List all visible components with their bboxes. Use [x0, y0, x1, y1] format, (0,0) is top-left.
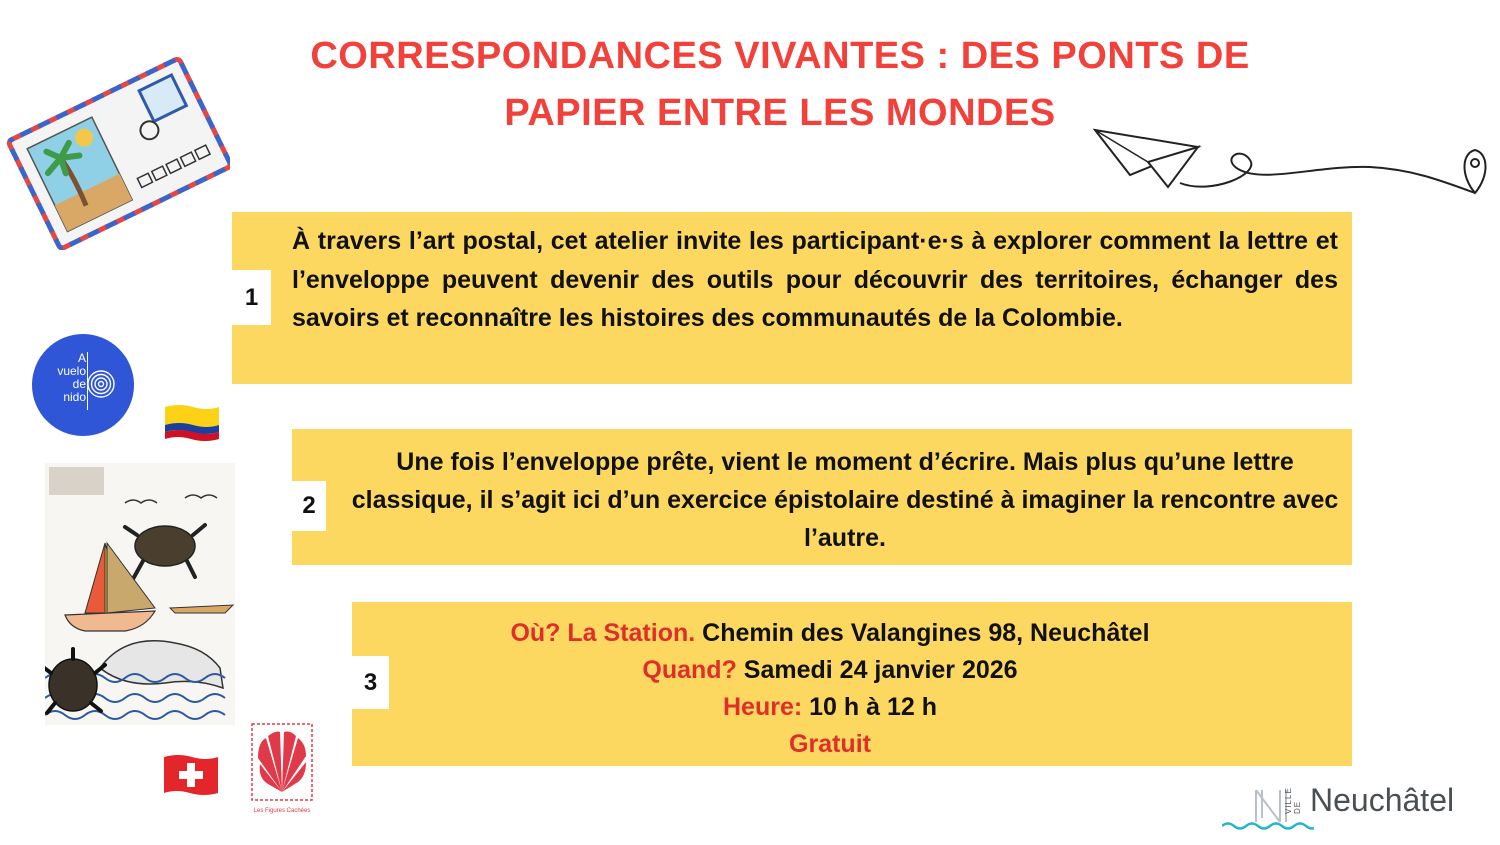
- figures-cachees-caption: Les Figures Cachées: [253, 808, 311, 814]
- price-label: Gratuit: [789, 730, 871, 758]
- when-line: [380, 652, 1280, 689]
- shell-icon: [250, 722, 314, 802]
- ville-de-label: VILLE DE: [1284, 787, 1302, 814]
- time-line: [380, 689, 1280, 726]
- neuchatel-label: Neuchâtel: [1310, 782, 1455, 818]
- postcard-illustration: [5, 55, 230, 250]
- swiss-flag-icon: [162, 753, 220, 797]
- section-3-number: 3: [352, 656, 389, 709]
- sea-drawing-image: [45, 463, 235, 725]
- logo-text-vuelo: vuelo: [57, 364, 86, 378]
- section-2-text: Une fois l’enveloppe prête, vient le moment d’écrire. Mais plus qu’une lettre classique, il s’agit ici d’un exercice épistolaire destiné à imaginer la rencontre avec l’autre.: [351, 448, 1339, 552]
- title-line-2: PAPIER ENTRE LES MONDES: [504, 92, 1056, 134]
- time-label: Heure:: [723, 693, 803, 721]
- when-value: Samedi 24 janvier 2026: [736, 656, 1018, 684]
- time-value: 10 h à 12 h: [802, 693, 937, 721]
- colombia-flag-icon: [163, 403, 221, 443]
- where-line: [380, 615, 1280, 652]
- logo-text-a: A: [77, 351, 86, 365]
- section-2-number: 2: [292, 481, 326, 531]
- section-1-text: À travers l’art postal, cet atelier invite les participant·e·s à explorer comment la lettre et l’enveloppe peuvent devenir des outils pour découvrir des territoires, échanger des savoirs et reconnaître les histoires des communautés de la Colombie.: [292, 227, 1338, 332]
- where-label: Où? La Station.: [510, 619, 696, 647]
- title-line-1: CORRESPONDANCES VIVANTES : DES PONTS DE: [310, 35, 1250, 77]
- where-value: Chemin des Valangines 98, Neuchâtel: [695, 619, 1150, 647]
- ville-de-neuchatel-logo: [1222, 778, 1492, 836]
- section-1-number: 1: [232, 270, 271, 325]
- spiral-icon: [86, 369, 116, 399]
- logo-text-nido: nido: [63, 390, 86, 404]
- figures-cachees-logo: [250, 722, 314, 820]
- a-vuelo-de-nido-logo: [32, 334, 134, 436]
- paper-plane-illustration: [1090, 125, 1500, 200]
- when-label: Quand?: [642, 656, 737, 684]
- logo-text-de: de: [72, 377, 86, 391]
- section-3-details: [380, 615, 1280, 763]
